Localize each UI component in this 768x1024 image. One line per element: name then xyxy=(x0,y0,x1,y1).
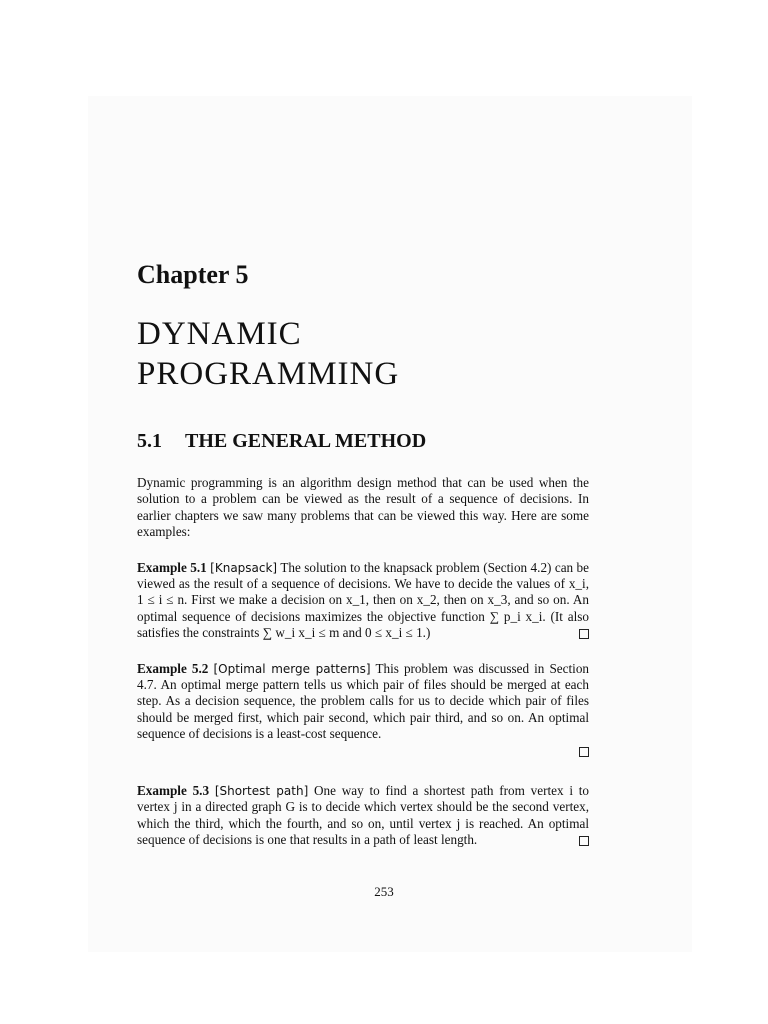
example-5-2 xyxy=(137,661,589,759)
qed-box-icon xyxy=(579,836,589,846)
example-text: The solution to the knapsack problem (Section 4.2) can be viewed as the result of a sequence of decisions. We have to decide the values of x_i, 1 ≤ i ≤ n. First we make a decision on x_1, then on x_2, then on x_3, and so on. An optimal sequence of decisions maximizes the objective function ∑ p_i x_i. (It also satisfies the constraints ∑ w_i x_i ≤ m and 0 ≤ x_i ≤ 1.) xyxy=(137,559,590,641)
chapter-title-line-2: PROGRAMMING xyxy=(137,356,400,392)
example-label: Example 5.3 xyxy=(137,782,210,798)
section-number: 5.1 xyxy=(137,430,162,452)
section-heading xyxy=(137,428,589,454)
example-5-1 xyxy=(137,560,589,642)
qed-box-icon xyxy=(579,629,589,639)
section-title: THE GENERAL METHOD xyxy=(185,430,427,452)
example-name: [Optimal merge patterns] xyxy=(213,661,371,676)
example-label: Example 5.2 xyxy=(137,660,209,676)
example-name: [Shortest path] xyxy=(214,783,309,798)
page-number: 253 xyxy=(374,884,394,899)
chapter-label: Chapter 5 xyxy=(137,260,249,289)
example-text: This problem was discussed in Section 4.7. An optimal merge pattern tells us which pair of files should be merged at each step. As a decision sequence, the problem calls for us to decide which pair of files should be merged first, which pair second, which pair third, and so on. An optimal sequence of decisions is a least-cost sequence. xyxy=(137,660,590,742)
chapter-title-line-1: DYNAMIC xyxy=(137,316,302,352)
example-text: One way to find a shortest path from vertex i to vertex j in a directed graph G is to decide which vertex should be the second vertex, which the third, which the fourth, and so on, until vertex j is reached. An optimal sequence of decisions is one that results in a path of least length. xyxy=(137,782,590,847)
intro-paragraph: Dynamic programming is an algorithm design method that can be used when the solution to a problem can be viewed as the result of a sequence of decisions. In earlier chapters we saw many problems that can be viewed this way. Here are some examples: xyxy=(137,475,589,540)
example-5-3 xyxy=(137,783,589,849)
qed-line xyxy=(137,743,589,759)
page-content xyxy=(137,258,589,848)
qed-box-icon xyxy=(579,747,589,757)
example-name: [Knapsack] xyxy=(210,560,278,575)
example-label: Example 5.1 xyxy=(137,559,207,575)
chapter-title xyxy=(137,314,589,394)
